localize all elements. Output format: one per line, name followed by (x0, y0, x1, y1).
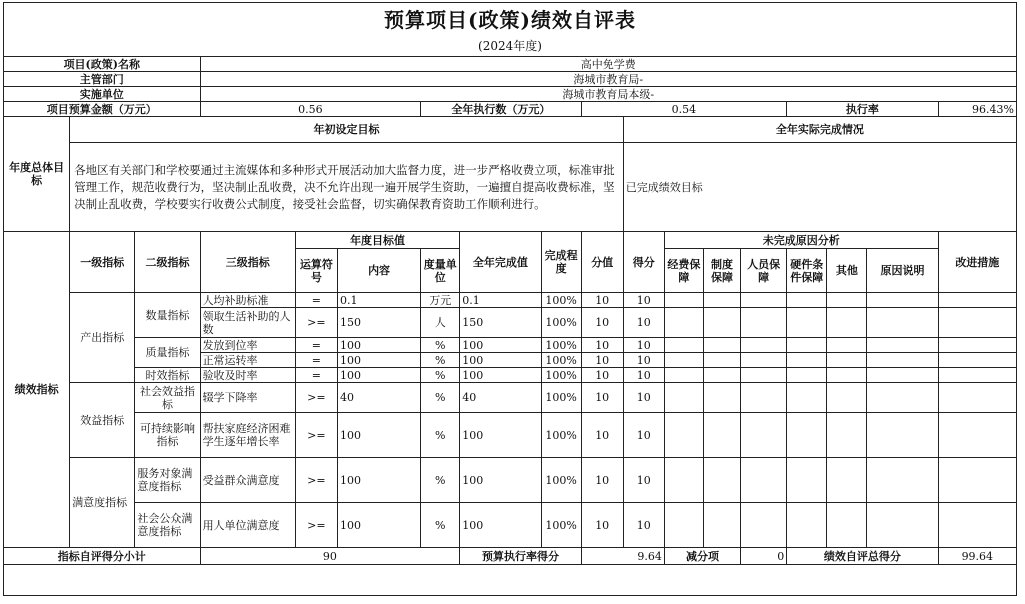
got-cell: 10 (623, 503, 664, 548)
empty-cell (867, 338, 938, 353)
empty-cell (664, 413, 703, 458)
got-cell: 10 (623, 383, 664, 413)
header-reason-hardware: 硬件条件保障 (787, 249, 827, 293)
degree-cell: 100% (541, 413, 581, 458)
actual-goal-text: 已完成绩效目标 (623, 143, 1016, 232)
empty-cell (664, 338, 703, 353)
actual-cell: 100 (460, 458, 541, 503)
level3-cell: 辍学下降率 (200, 383, 295, 413)
level2-social: 社会效益指标 (135, 383, 200, 413)
op-cell: = (295, 368, 337, 383)
level2-quantity: 数量指标 (135, 293, 200, 338)
subtotal-value: 90 (200, 548, 460, 565)
content-cell: 100 (337, 368, 420, 383)
empty-cell (938, 353, 1016, 368)
unit-cell: % (421, 368, 460, 383)
empty-cell (938, 293, 1016, 308)
op-cell: >= (295, 308, 337, 338)
rate-label: 执行率 (787, 102, 938, 117)
set-goal-header: 年初设定目标 (70, 117, 624, 143)
empty-cell (741, 308, 787, 338)
subtotal-label: 指标自评得分小计 (4, 548, 201, 565)
deduct-label: 减分项 (664, 548, 740, 565)
op-cell: >= (295, 458, 337, 503)
level1-output: 产出指标 (70, 293, 135, 383)
header-level1: 一级指标 (70, 232, 135, 293)
empty-cell (827, 308, 867, 338)
degree-cell: 100% (541, 383, 581, 413)
empty-cell (703, 413, 740, 458)
header-degree: 完成程度 (541, 232, 581, 293)
score-cell: 10 (581, 368, 623, 383)
unit-cell: % (421, 503, 460, 548)
degree-cell: 100% (541, 308, 581, 338)
level1-benefit: 效益指标 (70, 383, 135, 458)
empty-cell (867, 503, 938, 548)
content-cell: 0.1 (337, 293, 420, 308)
degree-cell: 100% (541, 368, 581, 383)
empty-cell (703, 308, 740, 338)
op-cell: = (295, 353, 337, 368)
header-reason-fund: 经费保障 (664, 249, 703, 293)
empty-cell (938, 338, 1016, 353)
got-cell: 10 (623, 353, 664, 368)
budget-score-value: 9.64 (581, 548, 664, 565)
empty-cell (787, 353, 827, 368)
unit-label: 实施单位 (4, 87, 201, 102)
degree-cell: 100% (541, 503, 581, 548)
actual-cell: 100 (460, 368, 541, 383)
empty-cell (741, 458, 787, 503)
empty-cell (827, 338, 867, 353)
level3-cell: 验收及时率 (200, 368, 295, 383)
empty-cell (741, 338, 787, 353)
score-cell: 10 (581, 458, 623, 503)
level3-cell: 领取生活补助的人数 (200, 308, 295, 338)
unit-cell: 万元 (421, 293, 460, 308)
set-goal-text: 各地区有关部门和学校要通过主流媒体和多种形式开展活动加大监督力度，进一步严格收费立项，标准审批管理工作，规范收费行为，坚决制止乱收费，决不允许出现一遍开展学生资助，一遍擅自提高收费标准，坚决制止乱收费，学校要实行收费公式制度，接受社会监督，切实确保教育资助工作顺利进行。 (70, 143, 624, 232)
sheet-year: (2024年度) (478, 39, 542, 53)
empty-cell (938, 383, 1016, 413)
empty-cell (664, 293, 703, 308)
score-cell: 10 (581, 503, 623, 548)
score-cell: 10 (581, 413, 623, 458)
actual-cell: 100 (460, 338, 541, 353)
level2-sustainable: 可持续影响指标 (135, 413, 200, 458)
score-cell: 10 (581, 293, 623, 308)
level2-timeliness: 时效指标 (135, 368, 200, 383)
empty-cell (787, 413, 827, 458)
empty-cell (787, 383, 827, 413)
header-level3: 三级指标 (200, 232, 295, 293)
project-name-label: 项目(政策)名称 (4, 57, 201, 72)
empty-cell (741, 383, 787, 413)
total-value: 99.64 (938, 548, 1016, 565)
project-name-value: 高中免学费 (200, 57, 1016, 72)
empty-cell (703, 503, 740, 548)
sheet-title: 预算项目(政策)绩效自评表 (384, 8, 636, 32)
budget-value: 0.56 (200, 102, 421, 117)
op-cell: >= (295, 383, 337, 413)
budget-score-label: 预算执行率得分 (460, 548, 581, 565)
op-cell: >= (295, 413, 337, 458)
level2-public-satisfaction: 社会公众满意度指标 (135, 503, 200, 548)
empty-cell (787, 308, 827, 338)
level3-cell: 帮扶家庭经济困难学生逐年增长率 (200, 413, 295, 458)
unit-cell: % (421, 458, 460, 503)
header-reason-desc: 原因说明 (867, 249, 938, 293)
content-cell: 100 (337, 413, 420, 458)
header-reason-staff: 人员保障 (741, 249, 787, 293)
empty-cell (664, 353, 703, 368)
empty-cell (664, 308, 703, 338)
unit-cell: % (421, 353, 460, 368)
got-cell: 10 (623, 338, 664, 353)
empty-cell (938, 368, 1016, 383)
header-score: 分值 (581, 232, 623, 293)
empty-cell (703, 338, 740, 353)
content-cell: 40 (337, 383, 420, 413)
level1-satisfaction: 满意度指标 (70, 458, 135, 548)
empty-cell (664, 383, 703, 413)
empty-cell (867, 458, 938, 503)
unit-cell: % (421, 413, 460, 458)
empty-cell (741, 293, 787, 308)
score-cell: 10 (581, 308, 623, 338)
got-cell: 10 (623, 413, 664, 458)
content-cell: 150 (337, 308, 420, 338)
got-cell: 10 (623, 368, 664, 383)
empty-cell (827, 458, 867, 503)
degree-cell: 100% (541, 353, 581, 368)
content-cell: 100 (337, 353, 420, 368)
empty-cell (664, 503, 703, 548)
header-unit: 度量单位 (421, 249, 460, 293)
empty-cell (827, 368, 867, 383)
evaluation-sheet (3, 2, 1017, 596)
op-cell: = (295, 338, 337, 353)
unit-cell: % (421, 383, 460, 413)
actual-cell: 100 (460, 413, 541, 458)
empty-cell (741, 368, 787, 383)
empty-cell (827, 383, 867, 413)
level2-quality: 质量指标 (135, 338, 200, 368)
empty-cell (867, 368, 938, 383)
level3-cell: 用人单位满意度 (200, 503, 295, 548)
empty-cell (787, 368, 827, 383)
empty-cell (827, 413, 867, 458)
empty-cell (867, 383, 938, 413)
header-content: 内容 (337, 249, 420, 293)
score-cell: 10 (581, 353, 623, 368)
empty-cell (703, 293, 740, 308)
header-reason: 未完成原因分析 (664, 232, 938, 249)
header-measure: 改进措施 (938, 232, 1016, 293)
actual-cell: 0.1 (460, 293, 541, 308)
empty-cell (787, 293, 827, 308)
empty-cell (938, 503, 1016, 548)
header-level2: 二级指标 (135, 232, 200, 293)
unit-cell: 人 (421, 308, 460, 338)
actual-goal-header: 全年实际完成情况 (623, 117, 1016, 143)
header-op: 运算符号 (295, 249, 337, 293)
empty-cell (827, 503, 867, 548)
degree-cell: 100% (541, 338, 581, 353)
exec-value: 0.54 (581, 102, 787, 117)
header-target: 年度目标值 (295, 232, 459, 249)
header-reason-other: 其他 (827, 249, 867, 293)
header-actual: 全年完成值 (460, 232, 541, 293)
empty-cell (787, 503, 827, 548)
empty-cell (741, 503, 787, 548)
dept-label: 主管部门 (4, 72, 201, 87)
empty-cell (703, 368, 740, 383)
level2-service-satisfaction: 服务对象满意度指标 (135, 458, 200, 503)
actual-cell: 40 (460, 383, 541, 413)
actual-cell: 100 (460, 503, 541, 548)
empty-cell (703, 383, 740, 413)
empty-cell (664, 368, 703, 383)
unit-cell: % (421, 338, 460, 353)
score-cell: 10 (581, 338, 623, 353)
got-cell: 10 (623, 293, 664, 308)
degree-cell: 100% (541, 458, 581, 503)
empty-cell (867, 308, 938, 338)
level3-cell: 受益群众满意度 (200, 458, 295, 503)
evaluation-table (3, 56, 1017, 565)
empty-cell (827, 353, 867, 368)
empty-cell (867, 413, 938, 458)
deduct-value: 0 (741, 548, 787, 565)
annual-goal-label: 年度总体目标 (4, 117, 70, 232)
actual-cell: 150 (460, 308, 541, 338)
empty-cell (867, 353, 938, 368)
empty-cell (787, 338, 827, 353)
op-cell: = (295, 293, 337, 308)
empty-cell (787, 458, 827, 503)
degree-cell: 100% (541, 293, 581, 308)
perf-label: 绩效指标 (4, 232, 70, 548)
total-label: 绩效自评总得分 (787, 548, 938, 565)
content-cell: 100 (337, 458, 420, 503)
header-got: 得分 (623, 232, 664, 293)
unit-value: 海城市教育局本级- (200, 87, 1016, 102)
content-cell: 100 (337, 338, 420, 353)
empty-cell (703, 458, 740, 503)
empty-cell (741, 353, 787, 368)
actual-cell: 100 (460, 353, 541, 368)
got-cell: 10 (623, 458, 664, 503)
empty-cell (827, 293, 867, 308)
empty-cell (867, 293, 938, 308)
empty-cell (938, 413, 1016, 458)
empty-cell (741, 413, 787, 458)
score-cell: 10 (581, 383, 623, 413)
level3-cell: 正常运转率 (200, 353, 295, 368)
header-reason-system: 制度保障 (703, 249, 740, 293)
op-cell: >= (295, 503, 337, 548)
empty-cell (938, 458, 1016, 503)
exec-label: 全年执行数（万元） (421, 102, 581, 117)
dept-value: 海城市教育局- (200, 72, 1016, 87)
got-cell: 10 (623, 308, 664, 338)
empty-cell (664, 458, 703, 503)
content-cell: 100 (337, 503, 420, 548)
level3-cell: 发放到位率 (200, 338, 295, 353)
budget-label: 项目预算金额（万元） (4, 102, 201, 117)
empty-cell (938, 308, 1016, 338)
empty-cell (703, 353, 740, 368)
level3-cell: 人均补助标准 (200, 293, 295, 308)
rate-value: 96.43% (938, 102, 1016, 117)
